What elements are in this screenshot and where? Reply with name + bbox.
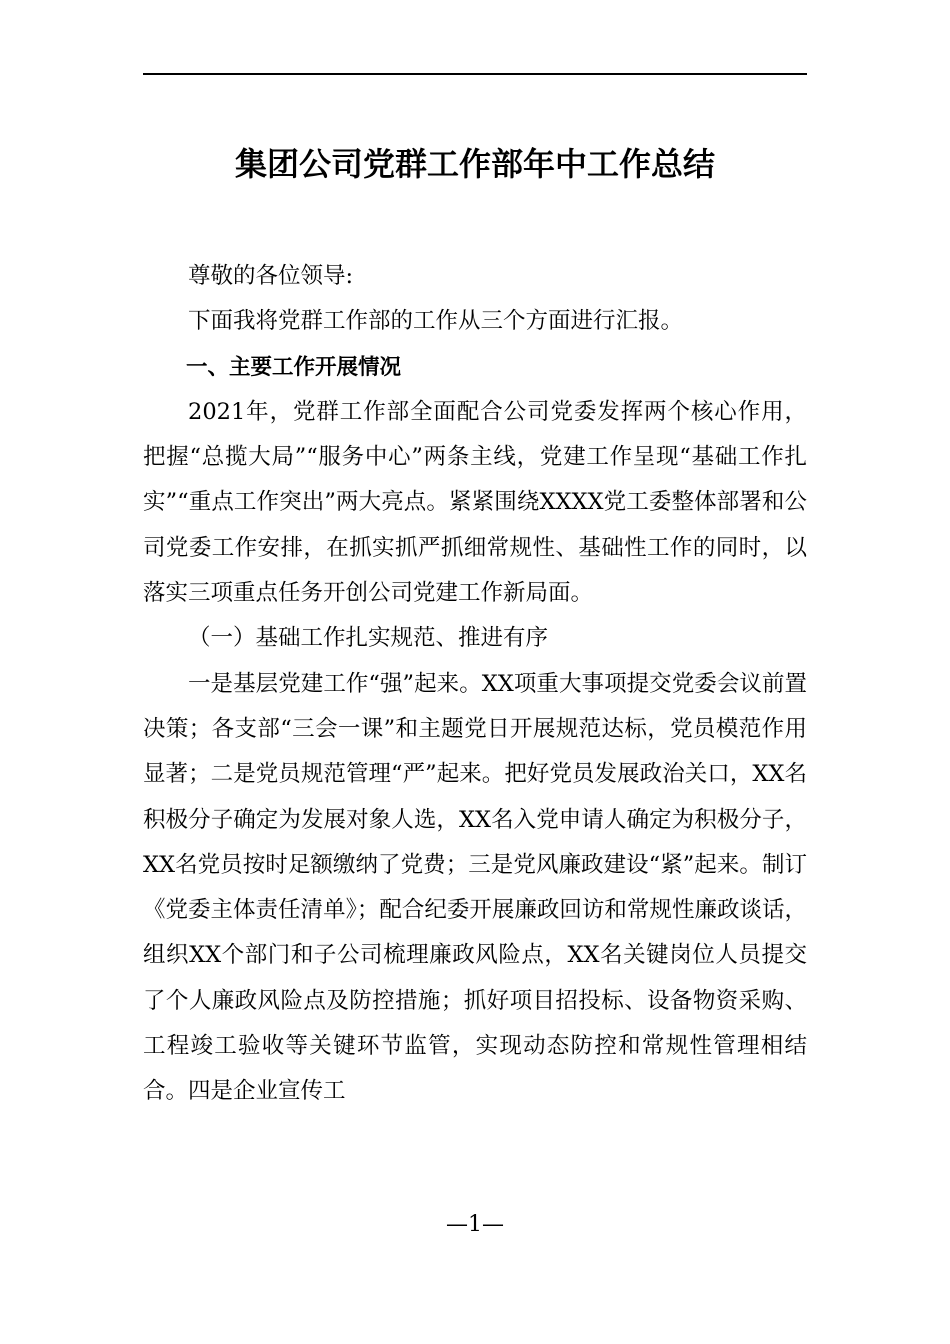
subsection-body-paragraph: 一是基层党建工作“强”起来。XX项重大事项提交党委会议前置决策；各支部“三会一课”和主题党日开展规范达标，党员模范作用显著；二是党员规范管理“严”起来。把好党员发展政治关口，XX名积极分子确定为发展对象人选，XX名入党申请人确定为积极分子，XX名党员按时足额缴纳了党费；三是党风廉政建设“紧”起来。制订《党委主体责任清单》；配合纪委开展廉政回访和常规性廉政谈话，组织XX个部门和子公司梳理廉政风险点，XX名关键岗位人员提交了个人廉政风险点及防控措施；抓好项目招投标、设备物资采购、工程竣工验收等关键环节监管，实现动态防控和常规性管理相结合。四是企业宣传工 bbox=[143, 670, 807, 1105]
intro-paragraph: 下面我将党群工作部的工作从三个方面进行汇报。 bbox=[188, 308, 684, 335]
section-body-paragraph: 2021年，党群工作部全面配合公司党委发挥两个核心作用，把握“总揽大局”“服务中心”两条主线，党建工作呈现“基础工作扎实”“重点工作突出”两大亮点。紧紧围绕XXXX党工委整体部署和公司党委工作安排，在抓实抓严抓细常规性、基础性工作的同时，以落实三项重点任务开创公司党建工作新局面。 bbox=[143, 398, 807, 607]
salutation-paragraph: 尊敬的各位领导: bbox=[188, 263, 354, 289]
document-title: 集团公司党群工作部年中工作总结 bbox=[234, 145, 715, 183]
subsection-heading: （一）基础工作扎实规范、推进有序 bbox=[188, 625, 549, 652]
header-rule bbox=[143, 73, 807, 75]
section-heading: 一、主要工作开展情况 bbox=[186, 354, 402, 380]
page-number: —1— bbox=[446, 1212, 504, 1237]
document-body bbox=[143, 254, 807, 1115]
